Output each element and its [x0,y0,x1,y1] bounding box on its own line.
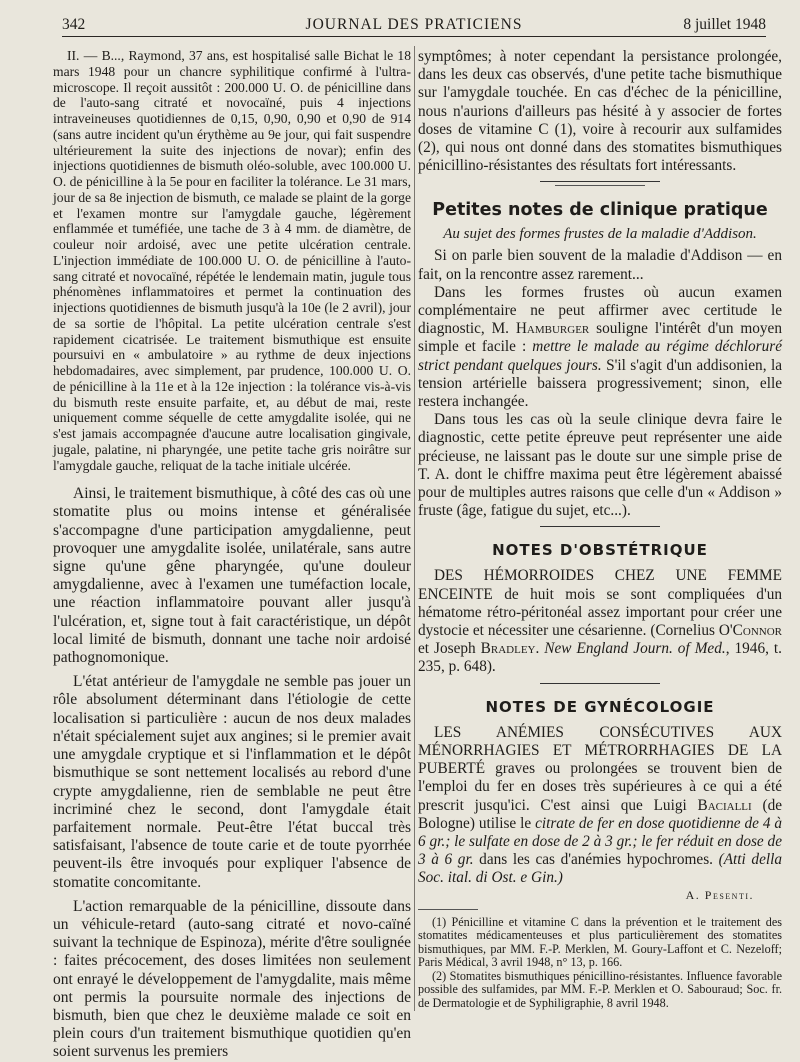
section-title-obstetrique: NOTES D'OBSTÉTRIQUE [492,541,708,560]
section-subtitle-addison: Au sujet des formes frustes de la maladie d'Addison. [443,226,757,243]
section-rule [540,526,660,527]
continuation-paragraph: symptômes; à noter cependant la persistance prolongée, dans les deux cas observés, d'une petite tache bismuthique sur l'amygdale touchée. En cas d'échec de la pénicilline, nous n'aurions d'ailleurs pas hésité à y associer de fortes doses de vitamine C (1), voire à recourir aux sulfamides (2), qui nous ont donné dans des stomatites bismuthiques pénicillino-résistantes des résultats fort intéressants. [418,48,782,175]
journal-title: JOURNAL DES PRATICIENS [305,16,523,33]
footnote-2: (2) Stomatites bismuthiques pénicillino-résistantes. Influence favorable possible des sulfamides, par MM. F.-P. Merklen et O. Sabouraud; Soc. fr. de Dermatologie et de Syphiligraphie, 8 avril 1948. [418,968,782,1011]
left-column [53,48,411,1061]
page-number: 342 [62,16,86,33]
case-report: II. — B..., Raymond, 37 ans, est hospitalisé salle Bichat le 18 mars 1948 pour un chancre syphilitique confirmé à l'ultra-microscope. Il reçoit aussitôt : 200.000 U. O. de pénicilline dans de l'auto-sang citraté et novocaïné, puis 4 injections intraveineuses quotidiennes de 0,15, 0,90, 0,90 et 0,90 de 914 (sans autre incident qu'un érythème au 9e jour, qui fait suspendre ultérieurement la suite des injections de novar); enfin des injections quotidiennes de bismuth oléo-soluble, avec 100.000 U. O. de pénicilline à la 5e pour en faciliter la tolérance. Le 31 mars, jour de sa 8e injection de bismuth, ce malade se plaint de la gorge et l'examen montre sur l'amygdale gauche, légèrement enflammée et tuméfiée, une tache de 3 à 4 mm. de diamètre, de couleur noir ardoisé, avec une petite ulcération centrale. L'injection immédiate de 100.000 U. O. de pénicilline à l'auto-sang citraté et novocaïné, répétée le lendemain matin, jugule tous phénomènes inflammatoires et permet la continuation des injections quotidiennes de bismuth jusqu'à la 10e (le 2 avril), jour de sa sortie de l'hôpital. La petite ulcération centrale s'est rapidement cicatrisée. Le traitement bismuthique est ensuite poursuivi en « ambulatoire » au rythme de deux injections hebdomadaires, avec simplement, par prudence, 100.000 U. O. de pénicilline à la 11e et à la 12e injection : la tolérance vis-à-vis du bismuth reste ensuite parfaite, et, au début de mai, reste uniquement comme séquelle de cette amygdalite isolée, qui ne s'est jamais accompagnée d'aucune autre localisation gingivale, jugale, palatine, ni pharyngée, une petite tache gris noirâtre sur l'amygdale gauche, reliquat de la tache initiale ulcérée. [53,48,411,473]
section-title-petites-notes: Petites notes de clinique pratique [432,200,768,221]
paragraph-addison-intro: Si on parle bien souvent de la maladie d'Addison — en fait, on la rencontre assez rarement... [418,247,782,283]
paragraph-bismuth-treatment: Ainsi, le traitement bismuthique, à côté des cas où une stomatite plus ou moins intense et généralisée s'accompagne d'une participation amygdalienne, peut provoquer une amygdalite isolée, unilatérale, sans autre signe qu'une gêne pharyngée, qu'une douleur amygdalienne, avec à l'examen une tuméfaction locale, une réaction inflammatoire pouvant aller jusqu'à l'ulcération, et, signe tout à fait caractéristique, un dépôt local limité de bismuth, donnant une tache noir ardoisé pathognomonique. [53,485,411,667]
lead-caps: LES ANÉMIES CONSÉCUTIVES AUX MÉNORRHAGIES ET MÉTRORRHAGIES DE LA PUBERTÉ [418,723,782,778]
issue-date: 8 juillet 1948 [683,16,766,33]
section-rule [540,683,660,684]
lead-caps: DES HÉMORROIDES CHEZ UNE FEMME ENCEINTE [418,567,782,603]
signature: A. Pesenti. [685,887,754,902]
paragraph-tonsil-state: L'état antérieur de l'amygdale ne semble pas jouer un rôle absolument déterminant dans l'étiologie de cette localisation si particulière : aucun de nos deux malades n'était spécialement sujet aux angines; si le premier avait une amygdale cryptique et si l'inflammation et le dépôt bismuthique se sont nettement localisés au rebord d'une crypte amygdalienne, rien de semblable ne peut être incriminé chez le second, dont l'amygdale était parfaitement normale. Peut-être l'état buccal très satisfaisant, l'absence de toute carie et de toute pyorrhée peuvent-ils être invoqués pour expliquer l'absence de stomatite concomitante. [53,673,411,891]
paragraph-anemies: LES ANÉMIES CONSÉCUTIVES AUX MÉNORRHAGIES ET MÉTRORRHAGIES DE LA PUBERTÉ graves ou prolongées se trouvent bien de l'emploi du fer en doses très supérieures à ce qui a été prescrit jusqu'ici. C'est ainsi que Luigi Bacialli (de Bologne) utilise le citrate de fer en dose quotidienne de 4 à 6 gr.; le sulfate en dose de 2 à 3 gr.; le fer réduit en dose de 3 à 6 gr. dans les cas d'anémies hypochromes. (Atti della Soc. ital. di Ost. e Gin.) [418,723,783,887]
paragraph-addison-method: Dans les formes frustes où aucun examen complémentaire ne peut affirmer avec certitude le diagnostic, M. Hamburger souligne l'intérêt d'un moyen simple et facile : mettre le malade au régime déchloruré strict pendant quelques jours. S'il s'agit d'un addisonien, la tension artérielle baissera progressivement; sinon, elle restera inchangée. [418,283,782,411]
column-divider [414,46,415,1011]
paragraph-addison-conclusion: Dans tous les cas où la seule clinique devra faire le diagnostic, cette petite épreuve peut représenter une aide précieuse, ne laissant pas le doute sur une simple prise de T. A. dont le chiffre maxima peut être légèrement abaissé pour de multiples autres raisons que celle d'un « Addison » fruste (âge, fatigue du sujet, etc...). [418,411,782,520]
paragraph-hemorroides: DES HÉMORROIDES CHEZ UNE FEMME ENCEINTE de huit mois se sont compliquées d'un hématome rétro-péritonéal assez important pour créer une dystocie et nécessiter une césarienne. (Cornelius O'Connor et Joseph Bradley. New England Journ. of Med., 1946, t. 235, p. 648). [418,567,783,676]
paragraph-penicillin-action: L'action remarquable de la pénicilline, dissoute dans un véhicule-retard (auto-sang citraté et novo-caïné suivant la technique de Espinoza), mérite d'être soulignée : faites précocement, des doses limitées non seulement ont enrayé le développement de l'amygdalite, mais même ont permis la poursuite normale des injections de bismuth, bien que chez le deuxième malade ce soit en plein cours d'un traitement bismuthique quotidien qu'en soient survenus les premiers [53,897,411,1061]
author-name: Hamburger [515,320,590,338]
section-rule [540,181,660,182]
page-header [62,14,766,37]
footnote-rule [418,909,478,910]
section-rule-secondary [555,185,645,186]
right-column [418,48,782,1023]
footnote-1: (1) Pénicilline et vitamine C dans la prévention et le traitement des stomatites médicamenteuses et plus particulièrement des stomatites bismuthiques, par MM. F.-P. Merklen, M. Goury-Laffont et C. Nezeloff; Paris Médical, 3 avril 1948, n° 13, p. 166. [418,914,782,970]
section-title-gynecologie: NOTES DE GYNÉCOLOGIE [485,697,715,716]
